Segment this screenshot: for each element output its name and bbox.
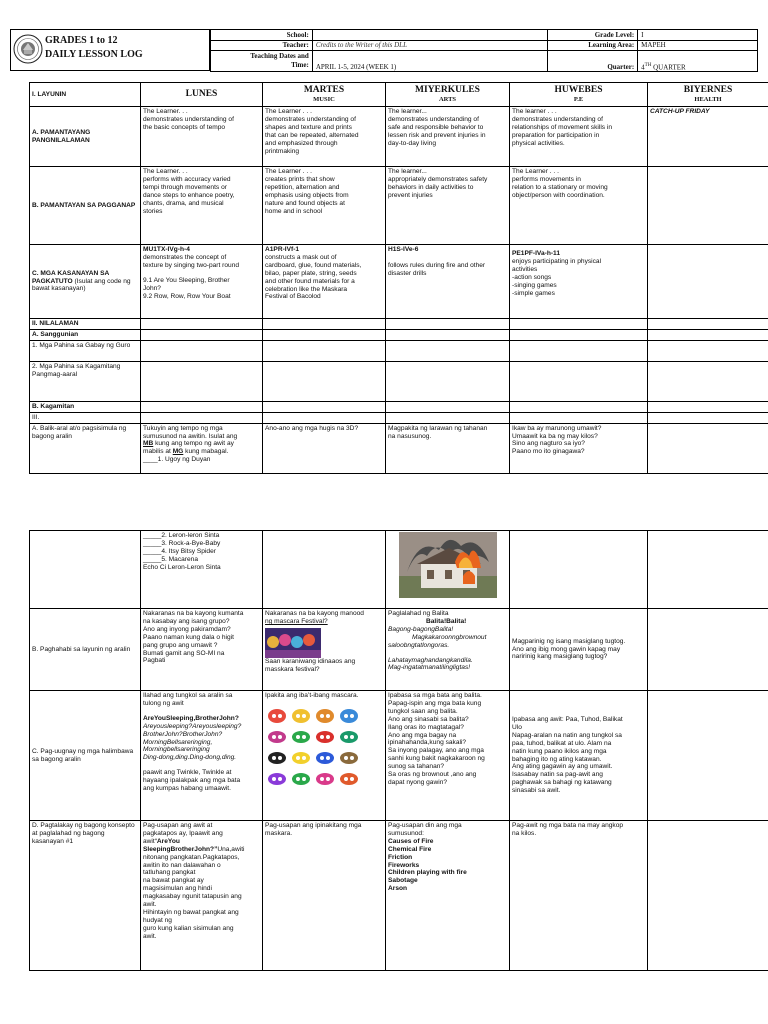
masks-image (265, 704, 361, 794)
dates-value: APRIL 1-5, 2024 (WEEK 1) (312, 51, 547, 72)
text-line: home and in school (265, 207, 323, 215)
text-span: awit“ (143, 837, 157, 845)
grade-value: I (638, 30, 758, 41)
text-span: AreYou (156, 837, 180, 845)
lesson-table-2 (29, 530, 768, 971)
text-line: Chemical Fire (388, 845, 432, 853)
text-line: _____3. Rock-a-Bye-Baby (143, 539, 221, 547)
title-line-2: DAILY LESSON LOG (45, 49, 143, 60)
text-line: performs with accuracy varied (143, 175, 231, 183)
text-line: printmaking (265, 147, 300, 155)
row-b-miyerkules (386, 167, 510, 245)
gabay-label: 1. Mga Pahina sa Gabay ng Guro (30, 340, 141, 361)
cell-lines (265, 108, 383, 155)
row-a-miyerkules (386, 107, 510, 167)
text-line: 9.2 Row, Row, Row Your Boat (143, 292, 231, 300)
kagamitang-label: 2. Mga Pahina sa Kagamitang Pangmag-aaral (30, 361, 141, 401)
nilalaman-label: II. NILALAMAN (30, 319, 141, 330)
text-line: Magkakaroonngbrownout (412, 633, 487, 641)
quarter-sup: TH (644, 62, 652, 68)
text-line: dapat nyong gawin? (388, 778, 448, 786)
text-line: and emphasized through (265, 139, 338, 147)
text-line: AreYouSleeping,BrotherJohn? (143, 714, 239, 722)
sanggunian-label: A. Sanggunian (30, 329, 141, 340)
text-line: The learner... (388, 108, 427, 115)
paghahabi-huwebes (510, 609, 648, 691)
text-line: tulong ng awit (143, 699, 184, 707)
school-value (312, 30, 547, 41)
day-sub: HEALTH (694, 96, 722, 104)
cell-lines (388, 425, 507, 441)
text-line: hayaang ipalakpak ang mga bata (143, 777, 241, 785)
text-line: preparation for participation in (512, 131, 600, 139)
day-sub: MUSIC (313, 96, 335, 104)
dates-label-2: Time: (291, 61, 309, 69)
text-line: relationships of movement skills in (512, 123, 613, 131)
text-line: relation to a stationary or moving (512, 183, 608, 191)
day-name: MARTES (303, 84, 345, 95)
talakay-biyernes (648, 821, 768, 971)
row-b-huwebes (510, 167, 648, 245)
text-line: awitin ito nan dalawahan o (143, 861, 221, 869)
text-line: Ipabasa sa mga bata ang balita. (388, 692, 482, 699)
text-line: The learner... (388, 168, 427, 175)
day-name: HUWEBES (554, 84, 603, 95)
cell-lines (388, 838, 507, 893)
cell-lines (143, 254, 260, 270)
paghahabi-label: B. Paghahabi sa layunin ng aralin (30, 609, 141, 691)
day-lunes (141, 83, 263, 107)
text-line: Sabotage (388, 877, 418, 885)
cell-lines (512, 425, 645, 457)
text-line: texture by singing two-part round (143, 261, 240, 269)
quarter-value (638, 51, 758, 72)
text-line: bilao, paper plate, string, seeds (265, 269, 357, 277)
text-line: Ipakita ang iba’t-ibang mascara. (265, 692, 359, 699)
text-line: Ano ang inyong pakiramdam? (143, 625, 231, 633)
text-line: The Learner . . . (512, 168, 559, 175)
text-line: and other found materials for a (265, 277, 355, 285)
text-line: Nakaranas na ba kayong manood (265, 610, 364, 617)
text-line: pagkatapos ay, Ipaawit ang (143, 829, 223, 837)
row-c-label (30, 245, 141, 319)
text-line: Balita!Balita! (426, 617, 467, 625)
area-value: MAPEH (638, 40, 758, 51)
text-line: Festival of Bacolod (265, 293, 321, 301)
title-line-1: GRADES 1 to 12 (45, 35, 118, 46)
day-name: LUNES (185, 88, 218, 99)
uugnay-huwebes (510, 691, 648, 821)
text-line: awit. (143, 932, 157, 940)
text-line: Pag-usapan ang ipinakitang mga (265, 822, 362, 829)
text-line: disaster drills (388, 269, 427, 277)
text-line: sanhi kung bakit nagkakaroon ng (388, 755, 485, 763)
text-line: _____2. Leron-leron Sinta (143, 532, 220, 539)
row-b-lunes (141, 167, 263, 245)
text-line: performs movements in (512, 175, 581, 183)
kagamitan-label: B. Kagamitan (30, 401, 141, 412)
text-line: ang kumpas habang umaawit. (143, 785, 231, 793)
row-b-label: B. PAMANTAYAN SA PAGGANAP (30, 167, 141, 245)
text-span: SleepingBrotherJohn?” (143, 845, 218, 853)
text-line: Causes of Fire (388, 837, 434, 845)
paghahabi-lunes (141, 609, 263, 691)
masskara-festival-image (265, 628, 321, 658)
text-line: Ano ang mga bagay na (388, 731, 457, 739)
cell-lines (265, 254, 383, 301)
cell-lines (512, 822, 645, 838)
text-line: ng mascara Festival? (265, 617, 328, 625)
text-line: behaviors in daily activities to (388, 183, 474, 191)
row-a-martes (263, 107, 386, 167)
text-line: -singing games (512, 281, 557, 289)
balik-martes: Ano-ano ang mga hugis na 3D? (263, 423, 386, 473)
text-line: Ipabasa ang awit: Paa, Tuhod, Balikat (512, 715, 623, 723)
text-line: appropriately demonstrates safety (388, 175, 488, 183)
teacher-value: Credits to the Writer of this DLL (312, 40, 547, 51)
row-a-lunes (141, 107, 263, 167)
cont-label (30, 531, 141, 609)
text-line: Umaawit ka ba ng may kilos? (512, 432, 598, 440)
row-c-martes (263, 245, 386, 319)
text-line: Sino ang nagturo sa iyo? (512, 440, 585, 448)
text-line: na nasusunog. (388, 432, 432, 440)
text-span: kung mabagal. (183, 448, 229, 456)
text-line: sumusunod na awitin. Isulat ang (143, 432, 238, 440)
teacher-label: Teacher: (211, 40, 313, 51)
cont-lunes (141, 531, 263, 609)
cell-lines (512, 168, 645, 200)
text-line: Echo Ci Leron-Leron Sinta (143, 563, 221, 571)
day-sub: ARTS (438, 96, 457, 104)
text-line: -action songs (512, 273, 552, 281)
text-line: Ang ating gagawin ay ang umawit. (512, 763, 613, 771)
text-line: creates prints that show (265, 175, 335, 183)
text-line: repetition, alternation and (265, 183, 340, 191)
text-line: natin kung paano ikilos ang mga (512, 747, 607, 755)
text-line: _____4. Itsy Bitsy Spider (143, 547, 216, 555)
text-line: Magparinig ng isang masiglang tugtog. (512, 637, 626, 645)
cell-lines (143, 277, 260, 301)
text-line: demonstrates understanding of (512, 115, 603, 123)
cell-lines (388, 262, 507, 278)
text-line: paa, tuhod, balikat at ulo. Alam na (512, 739, 612, 747)
cell-lines (143, 610, 260, 665)
text-line: _____5. Macarena (143, 555, 198, 563)
balik-label: A. Balik-aral at/o pagsisimula ng bagong aralin (30, 423, 141, 473)
text-line: emphasis using objects from (265, 191, 349, 199)
day-name: MIYERKULES (415, 84, 480, 95)
text-line: Mag-ingatatmanatilingligtas! (388, 664, 471, 672)
cell-lines (388, 168, 507, 200)
text-line: Pag-usapan ang awit at (143, 822, 213, 829)
text-line: pang grupo ang umawit ? (143, 641, 218, 649)
quarter-rest: QUARTER (651, 63, 686, 71)
text-line: Ano ang sinasabi sa balita? (388, 715, 469, 723)
cont-miyerkules (386, 531, 510, 609)
row-b-martes (263, 167, 386, 245)
text-line: na kilos. (512, 829, 537, 837)
text-line: Children playing with fire (388, 869, 467, 877)
text-line: Magpakita ng larawan ng tahanan (388, 424, 488, 432)
text-line: Paano mo ito ginagawa? (512, 448, 585, 456)
text-line: demonstrates understanding of (265, 115, 356, 123)
text-line: dance steps to enhance poetry, (143, 191, 235, 199)
text-line: Ilahad ang tungkol sa aralin sa (143, 692, 233, 699)
deped-seal-icon (13, 34, 43, 64)
talakay-martes (263, 821, 386, 971)
text-line: that can be repeated, alternated (265, 131, 359, 139)
text-line: constructs a mask out of (265, 253, 337, 261)
dates-label-1: Teaching Dates and (250, 52, 309, 60)
text-line: Arson (388, 885, 408, 893)
text-line: sinasabi sa awit. (512, 787, 561, 795)
text-line: celebration like the Maskara (265, 285, 348, 293)
row-c-huwebes (510, 245, 648, 319)
text-line: shapes and texture and prints (265, 123, 352, 131)
text-line: The Learner . . . (265, 168, 312, 175)
row-c-biyernes (648, 245, 768, 319)
text-line: tungkol saan ang balita. (388, 707, 458, 715)
text-line: Ding-dong,ding.Ding-dong,ding. (143, 754, 237, 762)
text-line: masskara festival? (265, 665, 320, 673)
text-line: activities (512, 265, 538, 273)
text-line: The learner . . . (512, 108, 557, 115)
text-line: cardboard, glue, found materials, (265, 261, 362, 269)
text-line: MorningBellsareringing, (143, 738, 213, 746)
text-line: Sa inyong palagay, ano ang mga (388, 747, 484, 755)
text-line: The Learner. . . (143, 168, 188, 175)
text-line: The Learner. . . (143, 108, 188, 115)
lesson-table-1 (29, 82, 768, 474)
cell-lines (143, 532, 260, 572)
cont-biyernes (648, 531, 768, 609)
text-line: the basic concepts of tempo (143, 123, 226, 131)
competency-code: A1PR-IVf-1 (265, 246, 300, 253)
row-c-miyerkules (386, 245, 510, 319)
day-sub: P.E (573, 96, 584, 104)
area-label: Learning Area: (548, 40, 638, 51)
text-line: Areyousleeping?Areyousleeping? (143, 722, 242, 730)
text-span: Una,awiti (217, 845, 245, 853)
text-line: tatluhang pangkat (143, 869, 196, 877)
text-line: maskara. (265, 829, 293, 837)
text-line: ____1. Ugoy ng Duyan (143, 456, 211, 464)
text-line: stories (143, 207, 163, 215)
balik-huwebes (510, 423, 648, 473)
text-line: Friction (388, 853, 413, 861)
uugnay-miyerkules (386, 691, 510, 821)
text-line: follows rules during fire and other (388, 261, 486, 269)
cell-lines (388, 108, 507, 148)
text-span: kung ang tempo ng awit ay (153, 440, 234, 448)
row-a-huwebes (510, 107, 648, 167)
text-line: Morningbellsareringing (143, 746, 210, 754)
text-span: mabilis at (143, 448, 173, 456)
day-name: BIYERNES (683, 84, 733, 95)
text-line: nature and found objects at (265, 199, 345, 207)
balik-biyernes (648, 423, 768, 473)
text-line: Paglalahad ng Balita (388, 610, 449, 617)
dates-label (211, 51, 313, 72)
cell-lines (265, 168, 383, 215)
row-a-label: A. PAMANTAYANG PANGNILALAMAN (30, 107, 141, 167)
burning-house-image (399, 532, 497, 598)
uugnay-lunes (141, 691, 263, 821)
text-line: na kasabay ang isang grupo? (143, 617, 230, 625)
grade-label: Grade Level: (548, 30, 638, 41)
cell-lines (512, 258, 645, 298)
text-line: awit. (143, 901, 157, 909)
text-line: hudyat ng (143, 916, 172, 924)
talakay-label: D. Pagtalakay ng bagong konsepto at paglalahad ng bagong kasanayan #1 (30, 821, 141, 971)
text-line: BrotherJohn?BrotherJohn? (143, 730, 223, 738)
text-line: Pag-usapan din ang mga (388, 822, 462, 829)
text-line: paawit ang Twinkle, Twinkle at (143, 769, 232, 777)
school-label: School: (211, 30, 313, 41)
text-line: nitonang pangkatan.Pagkatapos, (143, 853, 240, 861)
paghahabi-biyernes (648, 609, 768, 691)
text-line (143, 448, 260, 456)
text-line: Isasabay natin sa pag-awit ang (512, 771, 603, 779)
text-line: Ikaw ba ay marunong umawit? (512, 424, 602, 432)
text-line: safe and responsible behavior to (388, 123, 484, 131)
text-line: physical activities. (512, 139, 565, 147)
text-line (143, 440, 260, 448)
row-c-lunes (141, 245, 263, 319)
cell-lines (265, 822, 383, 838)
text-line: naririnig kang masiglang tugtog? (512, 653, 608, 661)
text-line: Saan karaniwang idinaaos ang (265, 657, 356, 665)
text-line: The Learner . . . (265, 108, 312, 115)
mg-abbrev: MG (172, 448, 184, 456)
talakay-huwebes (510, 821, 648, 971)
text-line: Hihintayin ng bawat pangkat ang (143, 908, 239, 916)
day-biyernes (648, 83, 768, 107)
text-line (143, 846, 260, 854)
text-line: Bagong-bagongBalita! (388, 625, 454, 633)
paghahabi-miyerkules (386, 609, 510, 691)
iii-label: III. (30, 412, 141, 423)
cell-lines (388, 692, 507, 787)
text-line: Lahataymaghandangkandila. (388, 656, 473, 664)
text-line: magkasabay ngunit tatapusin ang (143, 893, 242, 901)
cell-lines (512, 638, 645, 662)
text-line: na bawat pangkat ay (143, 877, 204, 885)
talakay-lunes (141, 821, 263, 971)
text-line: day-to-day living (388, 139, 437, 147)
text-line: prevent injuries (388, 191, 433, 199)
balik-lunes (141, 423, 263, 473)
day-huwebes (510, 83, 648, 107)
text-line: demonstrates the concept of (143, 253, 227, 261)
text-line: Tukuyin ang tempo ng mga (143, 424, 223, 432)
competency-code: PE1PF-IVa-h-11 (512, 250, 561, 257)
uugnay-martes (263, 691, 386, 821)
quarter-num: 4 (641, 63, 645, 71)
balik-miyerkules (386, 423, 510, 473)
mb-abbrev: MB (143, 440, 154, 448)
text-line: sumusunod: (388, 829, 424, 837)
text-line: Nakaranas na ba kayong kumanta (143, 610, 244, 617)
competency-code: MU1TX-IVg-h-4 (143, 246, 190, 253)
text-line: 9.1 Are You Sleeping, Brother (143, 276, 230, 284)
day-martes (263, 83, 386, 107)
row-b-biyernes (648, 167, 768, 245)
text-line: tempi through movements or (143, 183, 227, 191)
text-line: -simple games (512, 289, 555, 297)
text-line: enjoys participating in physical (512, 257, 602, 265)
text-line: Napag-aralan na natin ang tungkol sa (512, 731, 622, 739)
text-line: magsisimulan ang hindi (143, 885, 212, 893)
title-box (10, 29, 210, 71)
text-line: sunog sa tahanan? (388, 763, 445, 771)
cont-martes (263, 531, 386, 609)
day-miyerkules (386, 83, 510, 107)
uugnay-biyernes (648, 691, 768, 821)
text-line: ipinahahanda,kung sakali? (388, 739, 467, 747)
text-line: chants, drama, and musical (143, 199, 224, 207)
text-line: object/person with coordination. (512, 191, 605, 199)
cell-lines (143, 854, 260, 941)
text-line: Ulo (512, 723, 522, 731)
text-line: bahaging ito ng ating katawan. (512, 755, 602, 763)
text-line: Papag-ispin ang mga bata kung (388, 699, 482, 707)
text-line: Ano ang ibig mong gawin kapag may (512, 645, 621, 653)
cell-lines (143, 168, 260, 215)
row-c-note: (Isulat ang code ng bawat kasanayan) (32, 277, 131, 293)
cont-huwebes (510, 531, 648, 609)
text-line: demonstrates understanding of (143, 115, 234, 123)
text-line: Bumati gamit ang SO-MI na (143, 649, 225, 657)
header-meta-table (210, 29, 758, 72)
text-line (143, 838, 260, 846)
talakay-miyerkules (386, 821, 510, 971)
text-line: paghawak sa bahagi ng katawang (512, 779, 612, 787)
text-line: Fireworks (388, 861, 420, 869)
paghahabi-martes (263, 609, 386, 691)
row-a-biyernes: CATCH-UP FRIDAY (648, 107, 768, 167)
quarter-label: Quarter: (548, 51, 638, 72)
text-line: demonstrates understanding of (388, 115, 479, 123)
text-line: John? (143, 284, 161, 292)
cell-lines (143, 108, 260, 132)
competency-code: H1S-IVe-6 (388, 246, 419, 253)
text-line: Pag-awit ng mga bata na may angkop (512, 822, 624, 829)
text-line: guro kung kalian sisimulan ang (143, 924, 234, 932)
text-line: saloobngtatlongoras. (388, 641, 450, 649)
row-c-title: C. MGA KASANAYAN SA PAGKATUTO (32, 269, 110, 285)
layunin-label: I. LAYUNIN (30, 83, 141, 107)
text-line: Ilang oras ito magtatagal? (388, 723, 464, 731)
cell-lines (512, 108, 645, 148)
cell-lines (512, 716, 645, 795)
text-line: Sa oras ng brownout ,ano ang (388, 771, 477, 779)
text-line: lessen risk and prevent injuries in (388, 131, 486, 139)
text-line: Pagbati (143, 657, 166, 665)
text-line: Paano naman kung dala o higit (143, 633, 234, 641)
uugnay-label: C. Pag-uugnay ng mga halimbawa sa bagong aralin (30, 691, 141, 821)
